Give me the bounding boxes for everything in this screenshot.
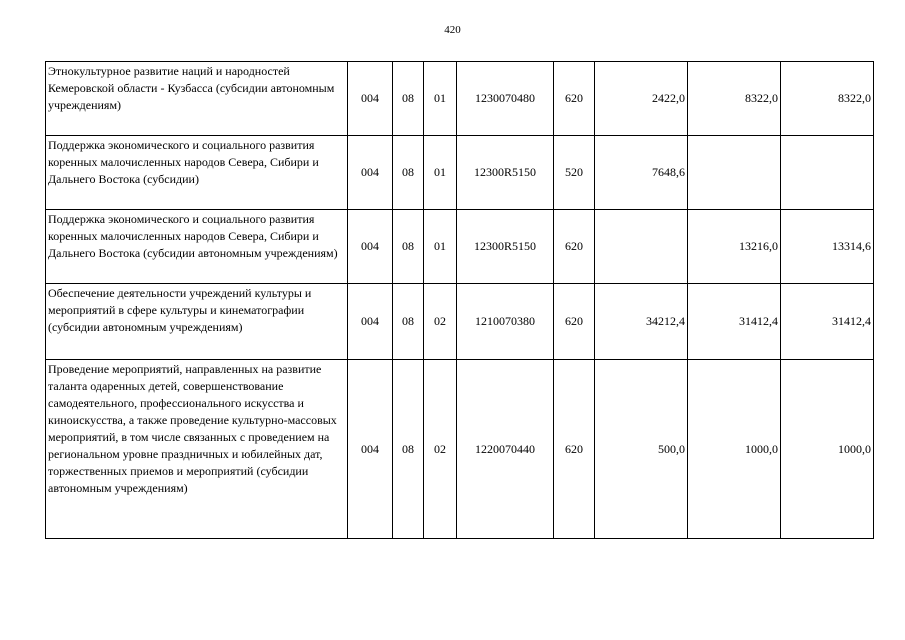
amount-year-2: 1000,0: [688, 360, 781, 539]
amount-year-1: [595, 210, 688, 284]
amount-year-3: [781, 136, 874, 210]
table-row: [46, 136, 874, 210]
table-row: [46, 210, 874, 284]
amount-year-1: 7648,6: [595, 136, 688, 210]
amount-year-2: 8322,0: [688, 62, 781, 136]
table-row: [46, 284, 874, 360]
subsection-code: 01: [424, 210, 457, 284]
ministry-code: 004: [348, 360, 393, 539]
subsection-code: 02: [424, 284, 457, 360]
section-code: 08: [393, 360, 424, 539]
table-row: [46, 360, 874, 539]
row-description: Поддержка экономического и социального развития коренных малочисленных народов Севера, Сибири и Дальнего Востока (субсидии автономным учреждениям): [46, 210, 348, 284]
amount-year-2: 13216,0: [688, 210, 781, 284]
ministry-code: 004: [348, 62, 393, 136]
ministry-code: 004: [348, 136, 393, 210]
subsection-code: 01: [424, 62, 457, 136]
ministry-code: 004: [348, 210, 393, 284]
amount-year-2: 31412,4: [688, 284, 781, 360]
amount-year-3: 31412,4: [781, 284, 874, 360]
row-description: Обеспечение деятельности учреждений культуры и мероприятий в сфере культуры и кинематографии (субсидии автономным учреждениям): [46, 284, 348, 360]
table-row: [46, 62, 874, 136]
section-code: 08: [393, 284, 424, 360]
subsection-code: 02: [424, 360, 457, 539]
section-code: 08: [393, 62, 424, 136]
expense-type-code: 620: [554, 284, 595, 360]
section-code: 08: [393, 210, 424, 284]
row-description: Проведение мероприятий, направленных на развитие таланта одаренных детей, совершенствование самодеятельного, профессионального искусства и киноискусства, а также проведение культурно-массовых мероприятий, в том числе связанных с проведением на региональном уровне праздничных и юбилейных дат, торжественных приемов и мероприятий (субсидии автономным учреждениям): [46, 360, 348, 539]
amount-year-3: 1000,0: [781, 360, 874, 539]
amount-year-1: 500,0: [595, 360, 688, 539]
amount-year-3: 8322,0: [781, 62, 874, 136]
section-code: 08: [393, 136, 424, 210]
target-article-code: 12300R5150: [457, 136, 554, 210]
target-article-code: 12300R5150: [457, 210, 554, 284]
expense-type-code: 520: [554, 136, 595, 210]
row-description: Этнокультурное развитие наций и народностей Кемеровской области - Кузбасса (субсидии автономным учреждениям): [46, 62, 348, 136]
subsection-code: 01: [424, 136, 457, 210]
amount-year-1: 2422,0: [595, 62, 688, 136]
target-article-code: 1210070380: [457, 284, 554, 360]
expense-type-code: 620: [554, 62, 595, 136]
row-description: Поддержка экономического и социального развития коренных малочисленных народов Севера, Сибири и Дальнего Востока (субсидии): [46, 136, 348, 210]
expense-type-code: 620: [554, 360, 595, 539]
amount-year-3: 13314,6: [781, 210, 874, 284]
target-article-code: 1230070480: [457, 62, 554, 136]
expense-type-code: 620: [554, 210, 595, 284]
budget-table: [45, 61, 874, 539]
amount-year-2: [688, 136, 781, 210]
ministry-code: 004: [348, 284, 393, 360]
amount-year-1: 34212,4: [595, 284, 688, 360]
page-number: 420: [444, 24, 461, 36]
target-article-code: 1220070440: [457, 360, 554, 539]
